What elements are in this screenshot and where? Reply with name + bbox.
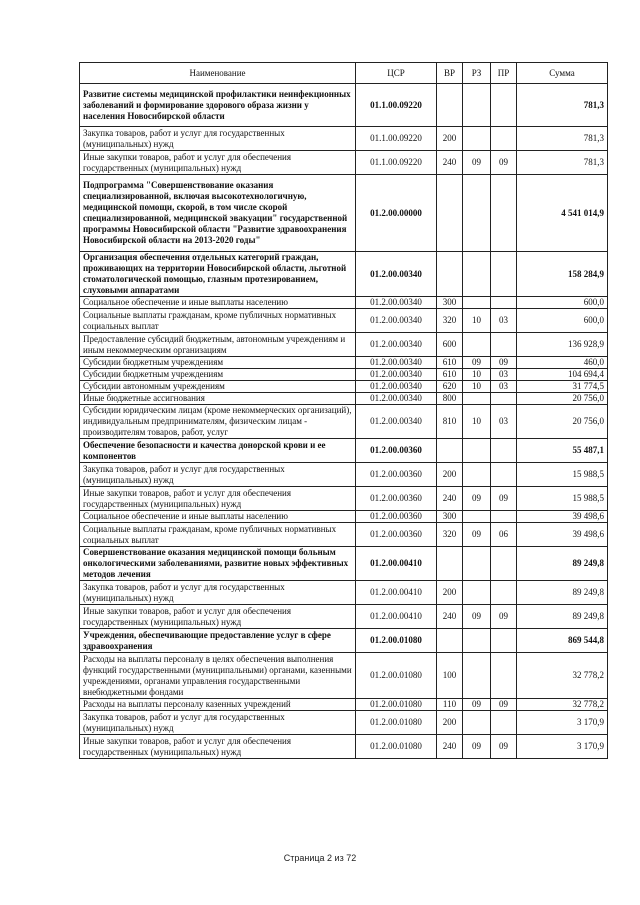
cell-vr: 300 xyxy=(437,511,463,523)
cell-vr: 240 xyxy=(437,487,463,511)
table-section-row xyxy=(80,439,608,463)
table-row xyxy=(80,463,608,487)
cell-csr: 01.2.00.00410 xyxy=(356,605,437,629)
cell-pr: 03 xyxy=(491,309,517,333)
cell-sum: 15 988,5 xyxy=(517,463,608,487)
cell-name: Организация обеспечения отдельных категорий граждан, проживающих на территории Новосибирской области, льготной стоматологической помощью, глазным протезированием, слуховыми аппаратами xyxy=(80,252,356,297)
cell-rz xyxy=(463,393,491,405)
cell-name: Закупка товаров, работ и услуг для государственных (муниципальных) нужд xyxy=(80,711,356,735)
cell-pr xyxy=(491,333,517,357)
cell-vr: 200 xyxy=(437,127,463,151)
table-row xyxy=(80,357,608,369)
cell-name: Социальные выплаты гражданам, кроме публичных нормативных социальных выплат xyxy=(80,309,356,333)
cell-rz: 10 xyxy=(463,405,491,439)
cell-vr: 320 xyxy=(437,309,463,333)
cell-csr: 01.2.00.00360 xyxy=(356,439,437,463)
cell-pr xyxy=(491,393,517,405)
cell-pr: 06 xyxy=(491,523,517,547)
cell-sum: 136 928,9 xyxy=(517,333,608,357)
table-header-row xyxy=(80,63,608,84)
table-section-row xyxy=(80,252,608,297)
cell-pr xyxy=(491,581,517,605)
cell-pr: 09 xyxy=(491,357,517,369)
table-section-row xyxy=(80,84,608,127)
cell-csr: 01.2.00.00360 xyxy=(356,463,437,487)
cell-name: Субсидии бюджетным учреждениям xyxy=(80,369,356,381)
cell-pr xyxy=(491,252,517,297)
table-row xyxy=(80,393,608,405)
cell-vr: 200 xyxy=(437,711,463,735)
cell-rz xyxy=(463,252,491,297)
cell-sum: 15 988,5 xyxy=(517,487,608,511)
cell-rz: 09 xyxy=(463,357,491,369)
cell-pr xyxy=(491,653,517,699)
cell-rz: 09 xyxy=(463,699,491,711)
cell-sum: 39 498,6 xyxy=(517,523,608,547)
cell-sum: 89 249,8 xyxy=(517,547,608,581)
cell-sum: 55 487,1 xyxy=(517,439,608,463)
cell-name: Иные бюджетные ассигнования xyxy=(80,393,356,405)
cell-name: Закупка товаров, работ и услуг для государственных (муниципальных) нужд xyxy=(80,127,356,151)
cell-vr: 300 xyxy=(437,297,463,309)
cell-sum: 31 774,5 xyxy=(517,381,608,393)
cell-name: Развитие системы медицинской профилактики неинфекционных заболеваний и формирование здорового образа жизни у населения Новосибирской области xyxy=(80,84,356,127)
table-section-row xyxy=(80,175,608,252)
cell-csr: 01.2.00.00340 xyxy=(356,393,437,405)
cell-rz xyxy=(463,581,491,605)
cell-vr: 240 xyxy=(437,735,463,759)
cell-pr xyxy=(491,463,517,487)
table-row xyxy=(80,309,608,333)
cell-rz xyxy=(463,547,491,581)
cell-vr xyxy=(437,175,463,252)
cell-sum: 32 778,2 xyxy=(517,699,608,711)
cell-vr: 320 xyxy=(437,523,463,547)
cell-name: Социальное обеспечение и иные выплаты населению xyxy=(80,297,356,309)
cell-rz xyxy=(463,127,491,151)
table-row xyxy=(80,699,608,711)
cell-vr xyxy=(437,439,463,463)
cell-vr: 810 xyxy=(437,405,463,439)
cell-sum: 781,3 xyxy=(517,151,608,175)
cell-name: Совершенствование оказания медицинской помощи больным онкологическими заболеваниями, развитие новых эффективных методов лечения xyxy=(80,547,356,581)
cell-pr: 09 xyxy=(491,605,517,629)
cell-rz: 09 xyxy=(463,735,491,759)
cell-csr: 01.2.00.01080 xyxy=(356,629,437,653)
cell-sum: 3 170,9 xyxy=(517,711,608,735)
cell-sum: 89 249,8 xyxy=(517,581,608,605)
table-body xyxy=(80,84,608,759)
cell-sum: 781,3 xyxy=(517,127,608,151)
cell-rz xyxy=(463,629,491,653)
cell-rz xyxy=(463,463,491,487)
cell-sum: 20 756,0 xyxy=(517,393,608,405)
cell-pr: 09 xyxy=(491,151,517,175)
cell-csr: 01.2.00.01080 xyxy=(356,699,437,711)
cell-vr: 200 xyxy=(437,463,463,487)
cell-sum: 158 284,9 xyxy=(517,252,608,297)
table-row xyxy=(80,711,608,735)
table-section-row xyxy=(80,547,608,581)
cell-pr: 09 xyxy=(491,699,517,711)
cell-pr: 03 xyxy=(491,369,517,381)
cell-sum: 781,3 xyxy=(517,84,608,127)
cell-csr: 01.2.00.00340 xyxy=(356,297,437,309)
cell-sum: 32 778,2 xyxy=(517,653,608,699)
cell-csr: 01.2.00.00340 xyxy=(356,309,437,333)
cell-vr: 610 xyxy=(437,357,463,369)
cell-csr: 01.2.00.00360 xyxy=(356,523,437,547)
cell-sum: 4 541 014,9 xyxy=(517,175,608,252)
cell-csr: 01.1.00.09220 xyxy=(356,84,437,127)
cell-rz xyxy=(463,333,491,357)
cell-pr: 09 xyxy=(491,735,517,759)
table-section-row xyxy=(80,629,608,653)
table-row xyxy=(80,735,608,759)
cell-sum: 104 694,4 xyxy=(517,369,608,381)
header-pr: ПР xyxy=(491,63,517,84)
cell-csr: 01.2.00.00340 xyxy=(356,333,437,357)
cell-rz xyxy=(463,439,491,463)
budget-table xyxy=(79,62,608,759)
table-row xyxy=(80,333,608,357)
cell-vr xyxy=(437,252,463,297)
cell-pr xyxy=(491,439,517,463)
cell-name: Иные закупки товаров, работ и услуг для обеспечения государственных (муниципальных) нужд xyxy=(80,487,356,511)
cell-sum: 39 498,6 xyxy=(517,511,608,523)
cell-sum: 600,0 xyxy=(517,297,608,309)
cell-vr: 240 xyxy=(437,151,463,175)
cell-vr xyxy=(437,629,463,653)
cell-pr xyxy=(491,629,517,653)
cell-sum: 460,0 xyxy=(517,357,608,369)
cell-name: Закупка товаров, работ и услуг для государственных (муниципальных) нужд xyxy=(80,463,356,487)
cell-name: Учреждения, обеспечивающие предоставление услуг в сфере здравоохранения xyxy=(80,629,356,653)
table-row xyxy=(80,653,608,699)
page-number: Страница 2 из 72 xyxy=(283,853,357,863)
cell-csr: 01.2.00.00360 xyxy=(356,487,437,511)
cell-vr: 100 xyxy=(437,653,463,699)
cell-name: Иные закупки товаров, работ и услуг для обеспечения государственных (муниципальных) нужд xyxy=(80,735,356,759)
cell-sum: 3 170,9 xyxy=(517,735,608,759)
cell-name: Социальное обеспечение и иные выплаты населению xyxy=(80,511,356,523)
cell-pr xyxy=(491,175,517,252)
cell-name: Иные закупки товаров, работ и услуг для обеспечения государственных (муниципальных) нужд xyxy=(80,605,356,629)
cell-rz: 09 xyxy=(463,605,491,629)
header-name: Наименование xyxy=(80,63,356,84)
table-row xyxy=(80,581,608,605)
header-sum: Сумма xyxy=(517,63,608,84)
cell-pr: 09 xyxy=(491,487,517,511)
header-vr: ВР xyxy=(437,63,463,84)
table-row xyxy=(80,523,608,547)
cell-pr: 03 xyxy=(491,381,517,393)
table-row xyxy=(80,381,608,393)
cell-rz xyxy=(463,175,491,252)
cell-sum: 600,0 xyxy=(517,309,608,333)
table-row xyxy=(80,405,608,439)
table-row xyxy=(80,297,608,309)
cell-csr: 01.1.00.09220 xyxy=(356,127,437,151)
cell-rz xyxy=(463,653,491,699)
cell-vr: 600 xyxy=(437,333,463,357)
cell-csr: 01.2.00.01080 xyxy=(356,735,437,759)
cell-name: Закупка товаров, работ и услуг для государственных (муниципальных) нужд xyxy=(80,581,356,605)
cell-rz xyxy=(463,711,491,735)
cell-vr: 620 xyxy=(437,381,463,393)
cell-rz: 09 xyxy=(463,523,491,547)
cell-vr: 610 xyxy=(437,369,463,381)
cell-rz xyxy=(463,297,491,309)
cell-name: Расходы на выплаты персоналу казенных учреждений xyxy=(80,699,356,711)
cell-rz xyxy=(463,511,491,523)
cell-csr: 01.2.00.00410 xyxy=(356,547,437,581)
cell-rz xyxy=(463,84,491,127)
cell-csr: 01.1.00.09220 xyxy=(356,151,437,175)
table-row xyxy=(80,511,608,523)
cell-csr: 01.2.00.00340 xyxy=(356,381,437,393)
cell-pr xyxy=(491,511,517,523)
cell-name: Предоставление субсидий бюджетным, автономным учреждениям и иным некоммерческим организациям xyxy=(80,333,356,357)
cell-sum: 20 756,0 xyxy=(517,405,608,439)
cell-rz: 10 xyxy=(463,309,491,333)
cell-csr: 01.2.00.00360 xyxy=(356,511,437,523)
cell-name: Расходы на выплаты персоналу в целях обеспечения выполнения функций государственными (муниципальными) органами, казенными учреждениями, органами управления государственными внебюджетными фондами xyxy=(80,653,356,699)
cell-pr xyxy=(491,711,517,735)
cell-name: Иные закупки товаров, работ и услуг для обеспечения государственных (муниципальных) нужд xyxy=(80,151,356,175)
cell-csr: 01.2.00.01080 xyxy=(356,711,437,735)
cell-csr: 01.2.00.00340 xyxy=(356,405,437,439)
cell-name: Социальные выплаты гражданам, кроме публичных нормативных социальных выплат xyxy=(80,523,356,547)
cell-sum: 869 544,8 xyxy=(517,629,608,653)
cell-vr xyxy=(437,547,463,581)
cell-vr: 800 xyxy=(437,393,463,405)
header-rz: РЗ xyxy=(463,63,491,84)
cell-name: Субсидии бюджетным учреждениям xyxy=(80,357,356,369)
table-row xyxy=(80,369,608,381)
table-row xyxy=(80,605,608,629)
cell-csr: 01.2.00.00410 xyxy=(356,581,437,605)
cell-pr: 03 xyxy=(491,405,517,439)
cell-vr: 200 xyxy=(437,581,463,605)
cell-sum: 89 249,8 xyxy=(517,605,608,629)
cell-vr: 240 xyxy=(437,605,463,629)
cell-rz: 09 xyxy=(463,487,491,511)
cell-name: Обеспечение безопасности и качества донорской крови и ее компонентов xyxy=(80,439,356,463)
table-row xyxy=(80,127,608,151)
cell-csr: 01.2.00.01080 xyxy=(356,653,437,699)
header-csr: ЦСР xyxy=(356,63,437,84)
cell-name: Подпрограмма "Совершенствование оказания специализированной, включая высокотехнологичную, медицинской помощи, скорой, в том числе скорой специализированной, медицинской эвакуации" государственной программы Новосибирской области "Развитие здравоохранения Новосибирской области на 2013-2020 годы" xyxy=(80,175,356,252)
cell-rz: 10 xyxy=(463,381,491,393)
cell-rz: 10 xyxy=(463,369,491,381)
cell-csr: 01.2.00.00340 xyxy=(356,357,437,369)
cell-csr: 01.2.00.00340 xyxy=(356,369,437,381)
cell-pr xyxy=(491,127,517,151)
cell-csr: 01.2.00.00340 xyxy=(356,252,437,297)
cell-vr: 110 xyxy=(437,699,463,711)
table-row xyxy=(80,151,608,175)
cell-vr xyxy=(437,84,463,127)
cell-pr xyxy=(491,297,517,309)
cell-rz: 09 xyxy=(463,151,491,175)
cell-pr xyxy=(491,84,517,127)
cell-pr xyxy=(491,547,517,581)
table-row xyxy=(80,487,608,511)
cell-name: Субсидии юридическим лицам (кроме некоммерческих организаций), индивидуальным предпринимателям, физическим лицам - производителям товаров, работ, услуг xyxy=(80,405,356,439)
cell-name: Субсидии автономным учреждениям xyxy=(80,381,356,393)
cell-csr: 01.2.00.00000 xyxy=(356,175,437,252)
